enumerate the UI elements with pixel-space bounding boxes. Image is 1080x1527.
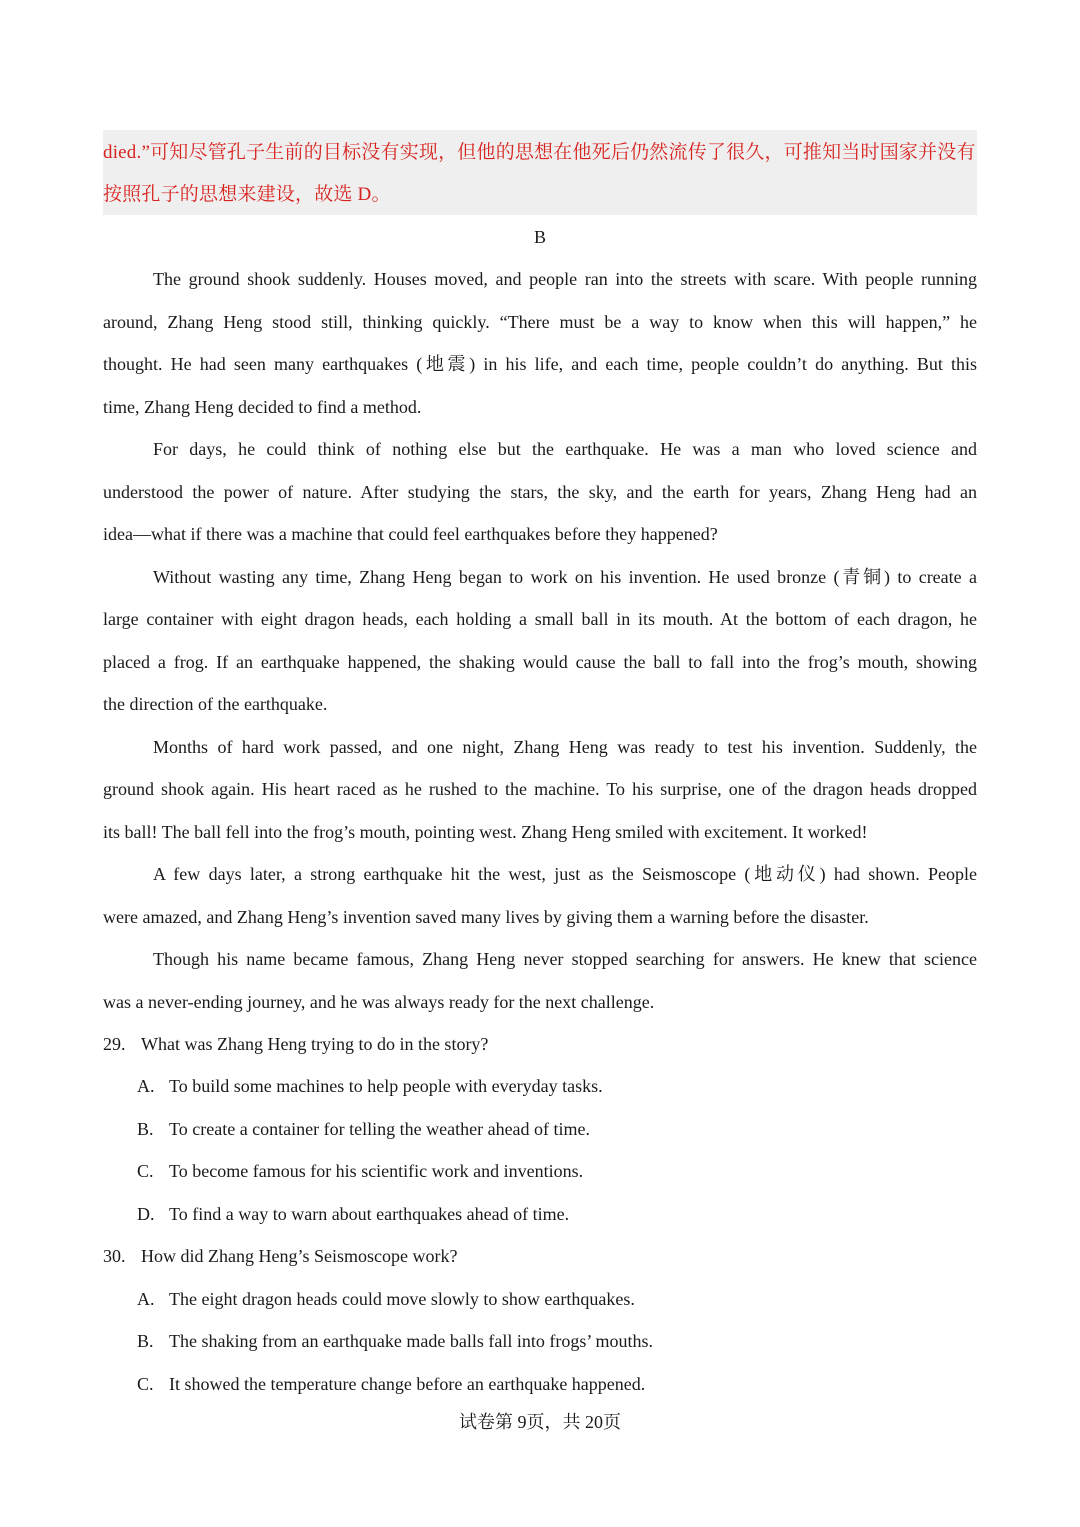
option-label: B. <box>137 1119 154 1139</box>
option-text: It showed the temperature change before an earthquake happened. <box>169 1374 646 1394</box>
passage-line: thought. He had seen many earthquakes (地震) in his life, and each time, people couldn’t do anything. But this <box>103 354 977 374</box>
passage-line: around, Zhang Heng stood still, thinking quickly. “There must be a way to know when this will happen,” he <box>103 312 977 332</box>
option-text: To build some machines to help people with everyday tasks. <box>169 1076 603 1096</box>
passage-line: For days, he could think of nothing else but the earthquake. He was a man who loved science and <box>153 439 977 459</box>
question-stem <box>103 1033 488 1055</box>
option-label: A. <box>137 1076 155 1096</box>
passage-line: placed a frog. If an earthquake happened, the shaking would cause the ball to fall into the frog’s mouth, showing <box>103 652 977 672</box>
question-number: 30. <box>103 1246 126 1266</box>
answer-explanation-line-2: 按照孔子的思想来建设，故选 D。 <box>103 184 391 205</box>
passage-line: Without wasting any time, Zhang Heng began to work on his invention. He used bronze (青铜) to create a <box>153 567 977 587</box>
passage-line: A few days later, a strong earthquake hit the west, just as the Seismoscope (地动仪) had shown. People <box>153 864 977 884</box>
option-label: D. <box>137 1204 155 1224</box>
section-label: B <box>533 227 546 247</box>
passage-line: large container with eight dragon heads, each holding a small ball in its mouth. At the bottom of each dragon, he <box>103 609 977 629</box>
option-text: To create a container for telling the weather ahead of time. <box>169 1119 591 1139</box>
option-b[interactable] <box>137 1118 590 1140</box>
question-stem <box>103 1245 457 1267</box>
passage-line: ground shook again. His heart raced as he rushed to the machine. To his surprise, one of the dragon heads dropped <box>103 779 977 799</box>
passage-line: Though his name became famous, Zhang Heng never stopped searching for answers. He knew that science <box>153 949 977 969</box>
passage-line: the direction of the earthquake. <box>103 694 328 714</box>
option-text: The eight dragon heads could move slowly to show earthquakes. <box>169 1289 635 1309</box>
page-footer: 试卷第 9页，共 20页 <box>459 1412 621 1432</box>
option-a[interactable] <box>137 1075 603 1097</box>
option-b[interactable] <box>137 1330 653 1352</box>
question-text: What was Zhang Heng trying to do in the story? <box>141 1034 489 1054</box>
passage-line: idea—what if there was a machine that could feel earthquakes before they happened? <box>103 524 718 544</box>
passage-line: time, Zhang Heng decided to find a method. <box>103 397 422 417</box>
passage-line: were amazed, and Zhang Heng’s invention saved many lives by giving them a warning before the disaster. <box>103 907 869 927</box>
passage-line: The ground shook suddenly. Houses moved, and people ran into the streets with scare. With people running <box>153 269 977 289</box>
option-text: To find a way to warn about earthquakes ahead of time. <box>169 1204 570 1224</box>
option-text: The shaking from an earthquake made balls fall into frogs’ mouths. <box>169 1331 654 1351</box>
question-number: 29. <box>103 1034 126 1054</box>
option-label: C. <box>137 1374 154 1394</box>
answer-explanation-box <box>103 130 977 215</box>
option-text: To become famous for his scientific work and inventions. <box>169 1161 584 1181</box>
option-d[interactable] <box>137 1203 569 1225</box>
option-a[interactable] <box>137 1288 635 1310</box>
option-label: A. <box>137 1289 155 1309</box>
passage-line: was a never-ending journey, and he was always ready for the next challenge. <box>103 992 655 1012</box>
option-label: B. <box>137 1331 154 1351</box>
option-label: C. <box>137 1161 154 1181</box>
passage-line: understood the power of nature. After studying the stars, the sky, and the earth for years, Zhang Heng had an <box>103 482 977 502</box>
passage-line: Months of hard work passed, and one night, Zhang Heng was ready to test his invention. Suddenly, the <box>153 737 977 757</box>
question-text: How did Zhang Heng’s Seismoscope work? <box>141 1246 458 1266</box>
option-c[interactable] <box>137 1160 583 1182</box>
answer-explanation-line-1: died.”可知尽管孔子生前的目标没有实现，但他的思想在他死后仍然流传了很久，可推知当时国家并没有 <box>103 142 976 163</box>
option-c[interactable] <box>137 1373 645 1395</box>
passage-line: its ball! The ball fell into the frog’s mouth, pointing west. Zhang Heng smiled with excitement. It worked! <box>103 822 868 842</box>
